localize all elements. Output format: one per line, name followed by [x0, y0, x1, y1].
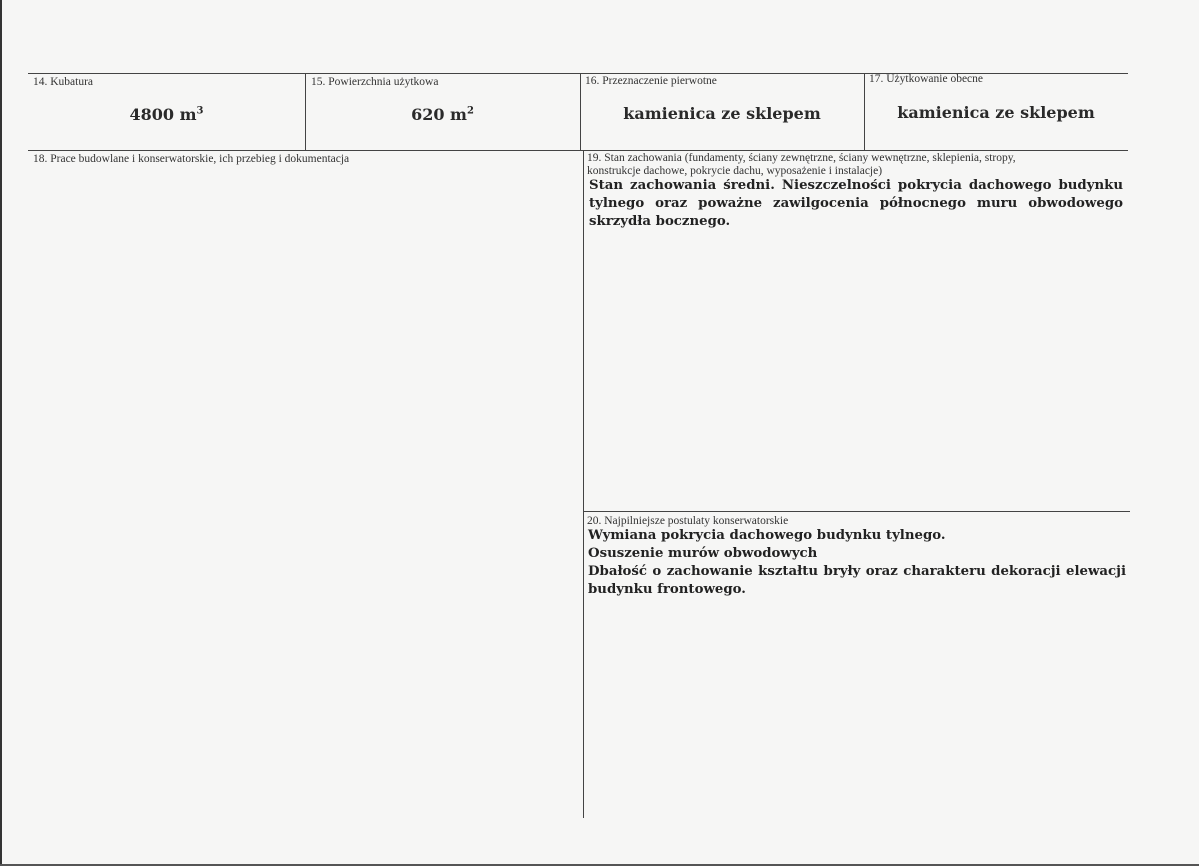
postulate-line: Dbałość o zachowanie kształtu bryły oraz charakteru dekoracji elewacji budynku frontowego. [588, 564, 1126, 597]
field-15-value: 620 $m^2$ [411, 105, 474, 124]
field-20-value [588, 527, 1126, 599]
postulate-line: Wymiana pokrycia dachowego budynku tylnego. [588, 528, 946, 543]
field-19-value: Stan zachowania średni. Nieszczelności pokrycia dachowego budynku tylnego oraz poważne zawilgocenia północnego muru obwodowego skrzydła bocznego. [589, 178, 1123, 229]
field-15-label: 15. Powierzchnia użytkowa [311, 76, 439, 88]
row-divider [28, 150, 1128, 151]
postulate-line: Osuszenie murów obwodowych [588, 546, 818, 561]
row-divider [583, 511, 1130, 512]
field-14-label: 14. Kubatura [33, 76, 94, 88]
field-16-value: kamienica ze sklepem [623, 104, 821, 123]
field-17-label: 17. Użytkowanie obecne [869, 73, 984, 85]
column-divider [583, 150, 584, 818]
field-16-label: 16. Przeznaczenie pierwotne [585, 75, 717, 87]
field-19-label: 19. Stan zachowania (fundamenty, ściany zewnętrzne, ściany wewnętrzne, sklepienia, stropy, konstrukcje dachowe, pokrycie dachu, wyposażenie i instalacje) [587, 152, 1016, 177]
field-20-label: 20. Najpilniejsze postulaty konserwatorskie [587, 515, 789, 527]
field-14-value: 4800 $m^3$ [129, 105, 204, 124]
field-17-value: kamienica ze sklepem [897, 103, 1095, 122]
scan-edge-left [0, 0, 2, 866]
field-18-label: 18. Prace budowlane i konserwatorskie, ich przebieg i dokumentacja [33, 153, 350, 165]
